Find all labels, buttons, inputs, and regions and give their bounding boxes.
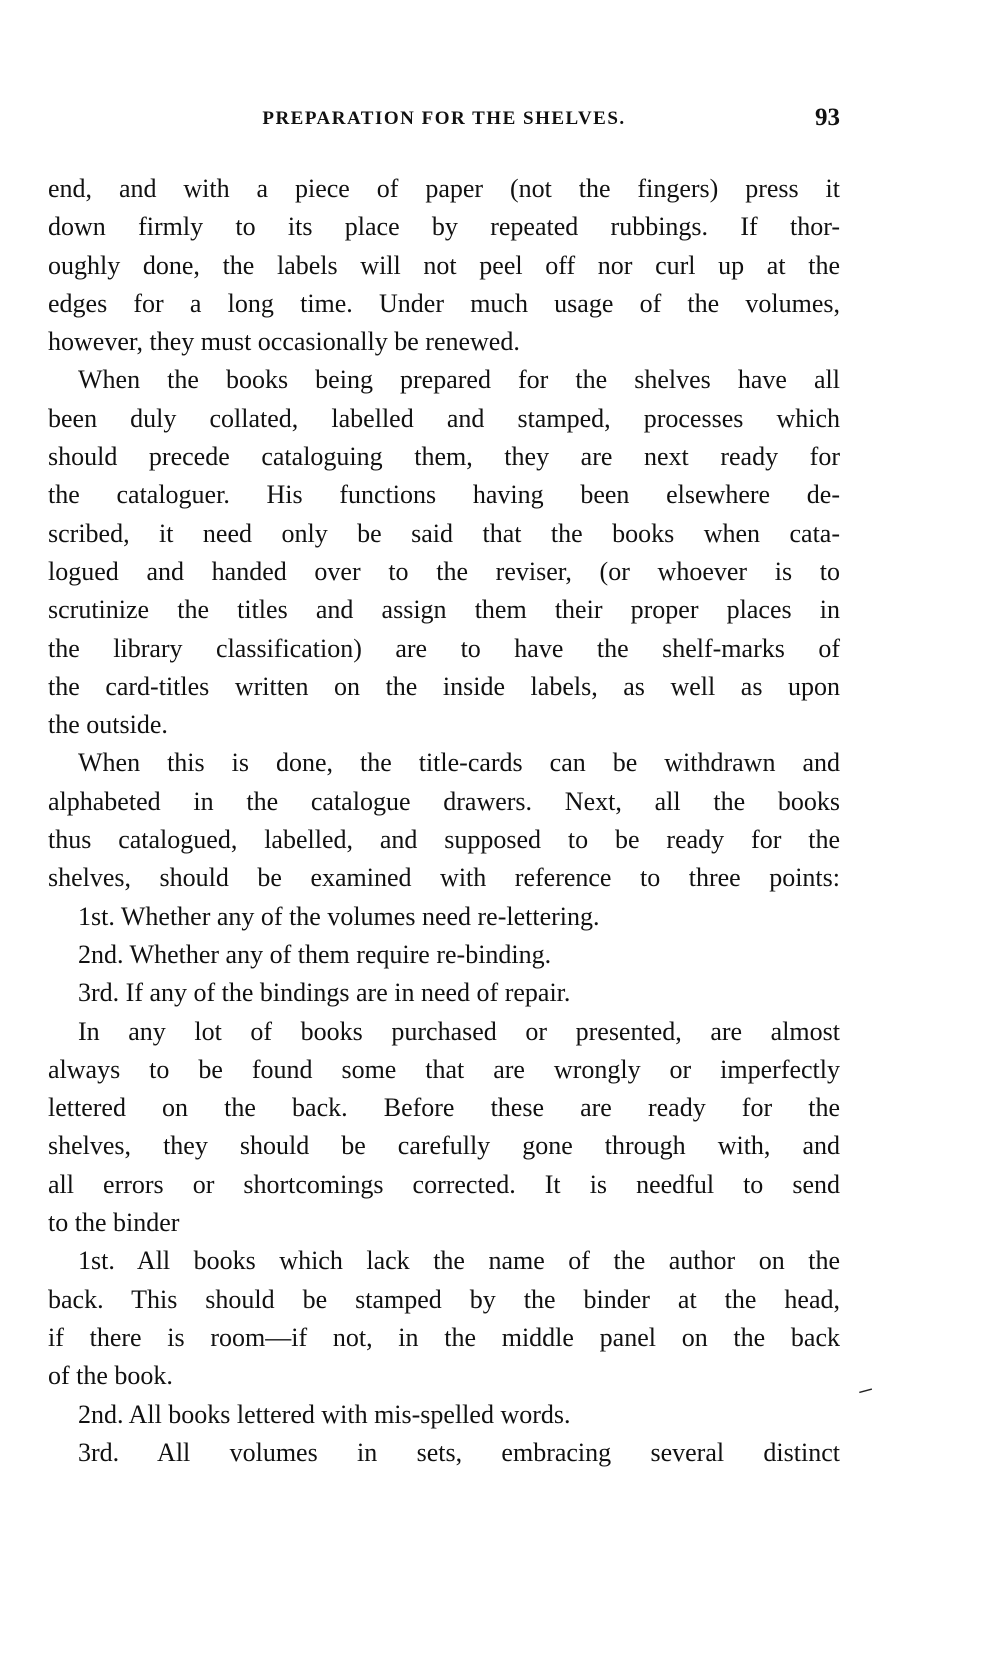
text-line: lettered on the back. Before these are ready for the <box>48 1093 840 1123</box>
paragraph <box>48 1242 840 1395</box>
text-line: if there is room—if not, in the middle panel on the back <box>48 1322 840 1352</box>
paragraph <box>48 170 840 361</box>
text-line: scribed, it need only be said that the books when cata- <box>48 518 840 548</box>
text-line: the card-titles written on the inside labels, as well as upon <box>48 671 840 701</box>
page-number: 93 <box>815 104 840 131</box>
text-line: back. This should be stamped by the binder at the head, <box>48 1284 840 1314</box>
text-line: should precede cataloguing them, they are next ready for <box>48 442 840 472</box>
text-line: scrutinize the titles and assign them their proper places in <box>48 595 840 625</box>
text-line: end, and with a piece of paper (not the fingers) press it <box>48 174 840 203</box>
text-line: In any lot of books purchased or presented, are almost <box>78 1016 840 1046</box>
paragraph <box>48 1396 840 1434</box>
text-line: all errors or shortcomings corrected. It is needful to send <box>48 1169 840 1199</box>
text-line: 2nd. All books lettered with mis-spelled words. <box>78 1399 571 1429</box>
text-line: edges for a long time. Under much usage of the volumes, <box>48 288 840 318</box>
text-line: shelves, should be examined with reference to three points: <box>48 863 840 893</box>
paragraph <box>48 898 840 936</box>
running-head: PREPARATION FOR THE SHELVES. <box>262 108 626 129</box>
text-line: thus catalogued, labelled, and supposed to be ready for the <box>48 825 840 855</box>
text-line: 3rd. All volumes in sets, embracing several distinct <box>78 1437 840 1467</box>
body-text <box>48 170 840 1472</box>
paragraph <box>48 744 840 897</box>
text-line: however, they must occasionally be renewed. <box>48 327 520 357</box>
pencil-mark-icon: − <box>854 1374 878 1409</box>
text-line: 1st. Whether any of the volumes need re-lettering. <box>78 901 600 931</box>
text-line: oughly done, the labels will not peel off nor curl up at the <box>48 250 840 280</box>
text-line: 3rd. If any of the bindings are in need of repair. <box>78 978 571 1008</box>
text-line: 2nd. Whether any of them require re-binding. <box>78 939 552 969</box>
text-line: When this is done, the title-cards can be withdrawn and <box>78 748 840 778</box>
text-line: of the book. <box>48 1361 173 1391</box>
text-line: 1st. All books which lack the name of the author on the <box>78 1246 840 1276</box>
paragraph <box>48 974 840 1012</box>
text-line: alphabeted in the catalogue drawers. Next, all the books <box>48 786 840 816</box>
text-line: down firmly to its place by repeated rubbings. If thor- <box>48 212 840 242</box>
paragraph <box>48 361 840 744</box>
text-line: to the binder <box>48 1208 180 1238</box>
paragraph <box>48 1013 840 1243</box>
text-line: been duly collated, labelled and stamped, processes which <box>48 403 840 433</box>
text-line: the outside. <box>48 710 168 740</box>
text-line: logued and handed over to the reviser, (or whoever is to <box>48 556 840 586</box>
text-line: When the books being prepared for the shelves have all <box>78 365 840 395</box>
text-line: the cataloguer. His functions having been elsewhere de- <box>48 480 840 510</box>
page-header <box>48 104 840 138</box>
paragraph <box>48 936 840 974</box>
text-line: always to be found some that are wrongly or imperfectly <box>48 1054 840 1084</box>
text-line: the library classification) are to have the shelf-marks of <box>48 633 840 663</box>
paragraph <box>48 1434 840 1472</box>
text-line: shelves, they should be carefully gone through with, and <box>48 1131 840 1161</box>
